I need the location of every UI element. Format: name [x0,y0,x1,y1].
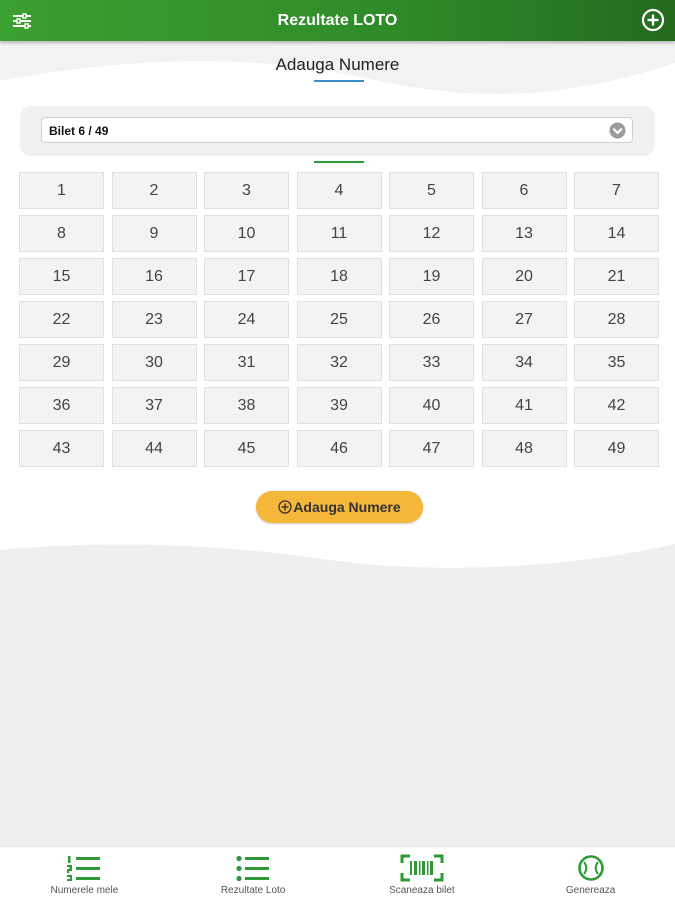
number-cell[interactable]: 39 [297,387,382,424]
ticket-type-select[interactable] [41,117,633,143]
number-cell[interactable]: 13 [482,215,567,252]
add-numbers-label: Adauga Numere [293,499,401,515]
number-cell[interactable]: 31 [204,344,289,381]
number-cell[interactable]: 10 [204,215,289,252]
number-cell[interactable]: 9 [112,215,197,252]
number-cell[interactable]: 27 [482,301,567,338]
number-cell[interactable]: 28 [574,301,659,338]
nav-scaneaza-bilet[interactable] [338,847,507,900]
number-cell[interactable]: 47 [389,430,474,467]
number-cell[interactable]: 35 [574,344,659,381]
number-cell[interactable]: 25 [297,301,382,338]
plus-circle-icon [278,500,292,514]
bullet-list-icon [235,854,271,882]
number-cell[interactable]: 36 [19,387,104,424]
bottom-wave-decoration [0,530,675,590]
nav-label: Scaneaza bilet [389,885,455,896]
nav-numerele-mele[interactable] [0,847,169,900]
number-cell[interactable]: 43 [19,430,104,467]
number-cell[interactable]: 19 [389,258,474,295]
number-cell[interactable]: 7 [574,172,659,209]
title-underline [314,80,364,82]
number-grid [19,172,661,467]
nav-label: Genereaza [565,885,616,896]
number-cell[interactable]: 26 [389,301,474,338]
number-cell[interactable]: 8 [19,215,104,252]
add-numbers-button[interactable] [256,491,423,523]
nav-rezultate-loto[interactable] [169,847,338,900]
number-cell[interactable]: 37 [112,387,197,424]
nav-label: Numerele mele [50,885,119,896]
plus-circle-icon[interactable] [641,8,665,32]
number-cell[interactable]: 32 [297,344,382,381]
number-cell[interactable]: 1 [19,172,104,209]
number-cell[interactable]: 42 [574,387,659,424]
number-cell[interactable]: 6 [482,172,567,209]
number-cell[interactable]: 21 [574,258,659,295]
number-cell[interactable]: 12 [389,215,474,252]
number-cell[interactable]: 15 [19,258,104,295]
number-cell[interactable]: 20 [482,258,567,295]
bottom-navigation [0,846,675,900]
nav-genereaza[interactable] [506,847,675,900]
number-cell[interactable]: 46 [297,430,382,467]
number-cell[interactable]: 29 [19,344,104,381]
number-cell[interactable]: 11 [297,215,382,252]
number-cell[interactable]: 33 [389,344,474,381]
number-cell[interactable]: 49 [574,430,659,467]
number-cell[interactable]: 41 [482,387,567,424]
number-cell[interactable]: 24 [204,301,289,338]
ball-icon [573,854,609,882]
section-divider [314,161,364,163]
chevron-down-circle-icon[interactable] [609,122,626,139]
number-cell[interactable]: 18 [297,258,382,295]
number-cell[interactable]: 44 [112,430,197,467]
page-title: Adauga Numere [275,55,400,74]
app-title: Rezultate LOTO [277,12,398,29]
number-cell[interactable]: 23 [112,301,197,338]
number-cell[interactable]: 45 [204,430,289,467]
number-cell[interactable]: 4 [297,172,382,209]
number-cell[interactable]: 16 [112,258,197,295]
number-cell[interactable]: 3 [204,172,289,209]
top-wave-decoration [0,41,675,111]
number-cell[interactable]: 40 [389,387,474,424]
number-cell[interactable]: 5 [389,172,474,209]
number-cell[interactable]: 48 [482,430,567,467]
number-cell[interactable]: 22 [19,301,104,338]
ticket-type-value: Bilet 6 / 49 [49,124,109,138]
barcode-scan-icon [400,854,444,882]
number-cell[interactable]: 38 [204,387,289,424]
number-cell[interactable]: 2 [112,172,197,209]
numbered-list-icon [66,854,102,882]
ticket-select-container [21,106,654,154]
number-cell[interactable]: 14 [574,215,659,252]
app-header [0,0,675,41]
number-cell[interactable]: 30 [112,344,197,381]
nav-label: Rezultate Loto [220,885,286,896]
number-cell[interactable]: 34 [482,344,567,381]
number-cell[interactable]: 17 [204,258,289,295]
